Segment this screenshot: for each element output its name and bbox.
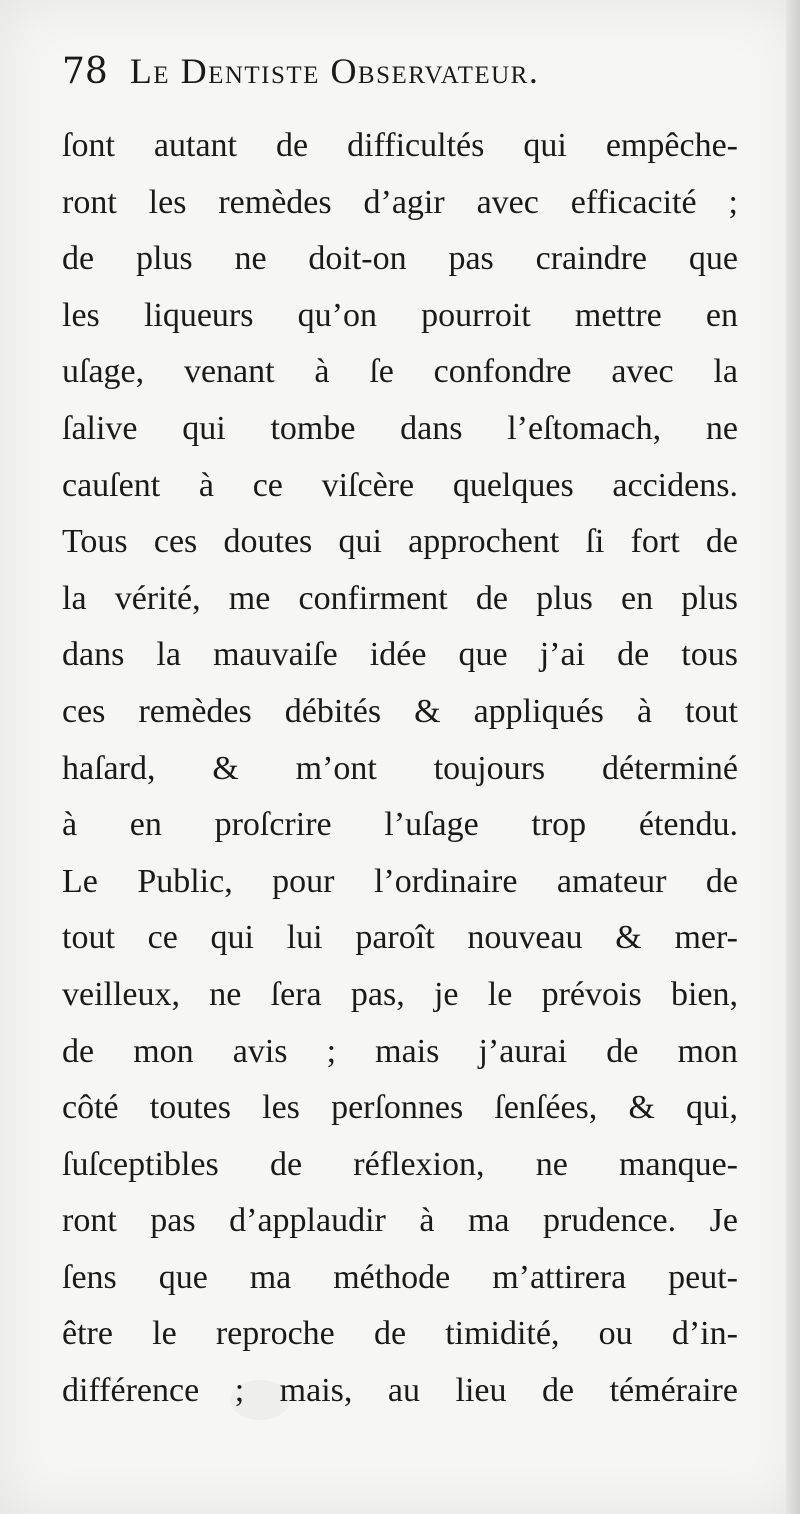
body-text bbox=[62, 118, 738, 1420]
page-edge-shadow bbox=[786, 0, 800, 1514]
text-line: haſard, & m’ont toujours déterminé bbox=[62, 749, 738, 787]
text-line: côté toutes les perſonnes ſenſées, & qui, bbox=[62, 1089, 738, 1127]
text-line: dans la mauvaiſe idée que j’ai de tous bbox=[62, 636, 738, 674]
running-header bbox=[62, 50, 742, 106]
text-line: tout ce qui lui paroît nouveau & mer- bbox=[62, 919, 738, 957]
text-line: être le reproche de timidité, ou d’in- bbox=[62, 1315, 738, 1353]
text-line: différence ; mais, au lieu de téméraire bbox=[62, 1372, 738, 1410]
text-line: ſalive qui tombe dans l’eſtomach, ne bbox=[62, 409, 738, 447]
text-line: ſont autant de difficultés qui empêche- bbox=[62, 127, 738, 164]
text-line: ront pas d’applaudir à ma prudence. Je bbox=[62, 1202, 738, 1240]
text-line: ſens que ma méthode m’attirera peut- bbox=[62, 1258, 738, 1296]
text-line: Tous ces doutes qui approchent ſi fort de bbox=[62, 523, 738, 561]
text-line: à en proſcrire l’uſage trop étendu. bbox=[62, 806, 738, 844]
text-line: les liqueurs qu’on pourroit mettre en bbox=[62, 296, 738, 334]
text-line: la vérité, me confirment de plus en plus bbox=[62, 579, 738, 617]
text-line: cauſent à ce viſcère quelques accidens. bbox=[62, 466, 738, 504]
text-line: de plus ne doit-on pas craindre que bbox=[62, 240, 738, 278]
text-line: ces remèdes débités & appliqués à tout bbox=[62, 692, 738, 730]
text-line: ſuſceptibles de réflexion, ne manque- bbox=[62, 1145, 738, 1183]
text-line: ront les remèdes d’agir avec efficacité ; bbox=[62, 183, 738, 221]
text-line: veilleux, ne ſera pas, je le prévois bien, bbox=[62, 975, 738, 1013]
text-line: uſage, venant à ſe confondre avec la bbox=[62, 353, 738, 391]
paper-smudge bbox=[230, 1380, 290, 1420]
text-line: de mon avis ; mais j’aurai de mon bbox=[62, 1032, 738, 1070]
running-title: Le Dentiste Observateur. bbox=[129, 51, 540, 91]
page-number: 78 bbox=[62, 51, 108, 92]
text-line: Le Public, pour l’ordinaire amateur de bbox=[62, 862, 738, 900]
